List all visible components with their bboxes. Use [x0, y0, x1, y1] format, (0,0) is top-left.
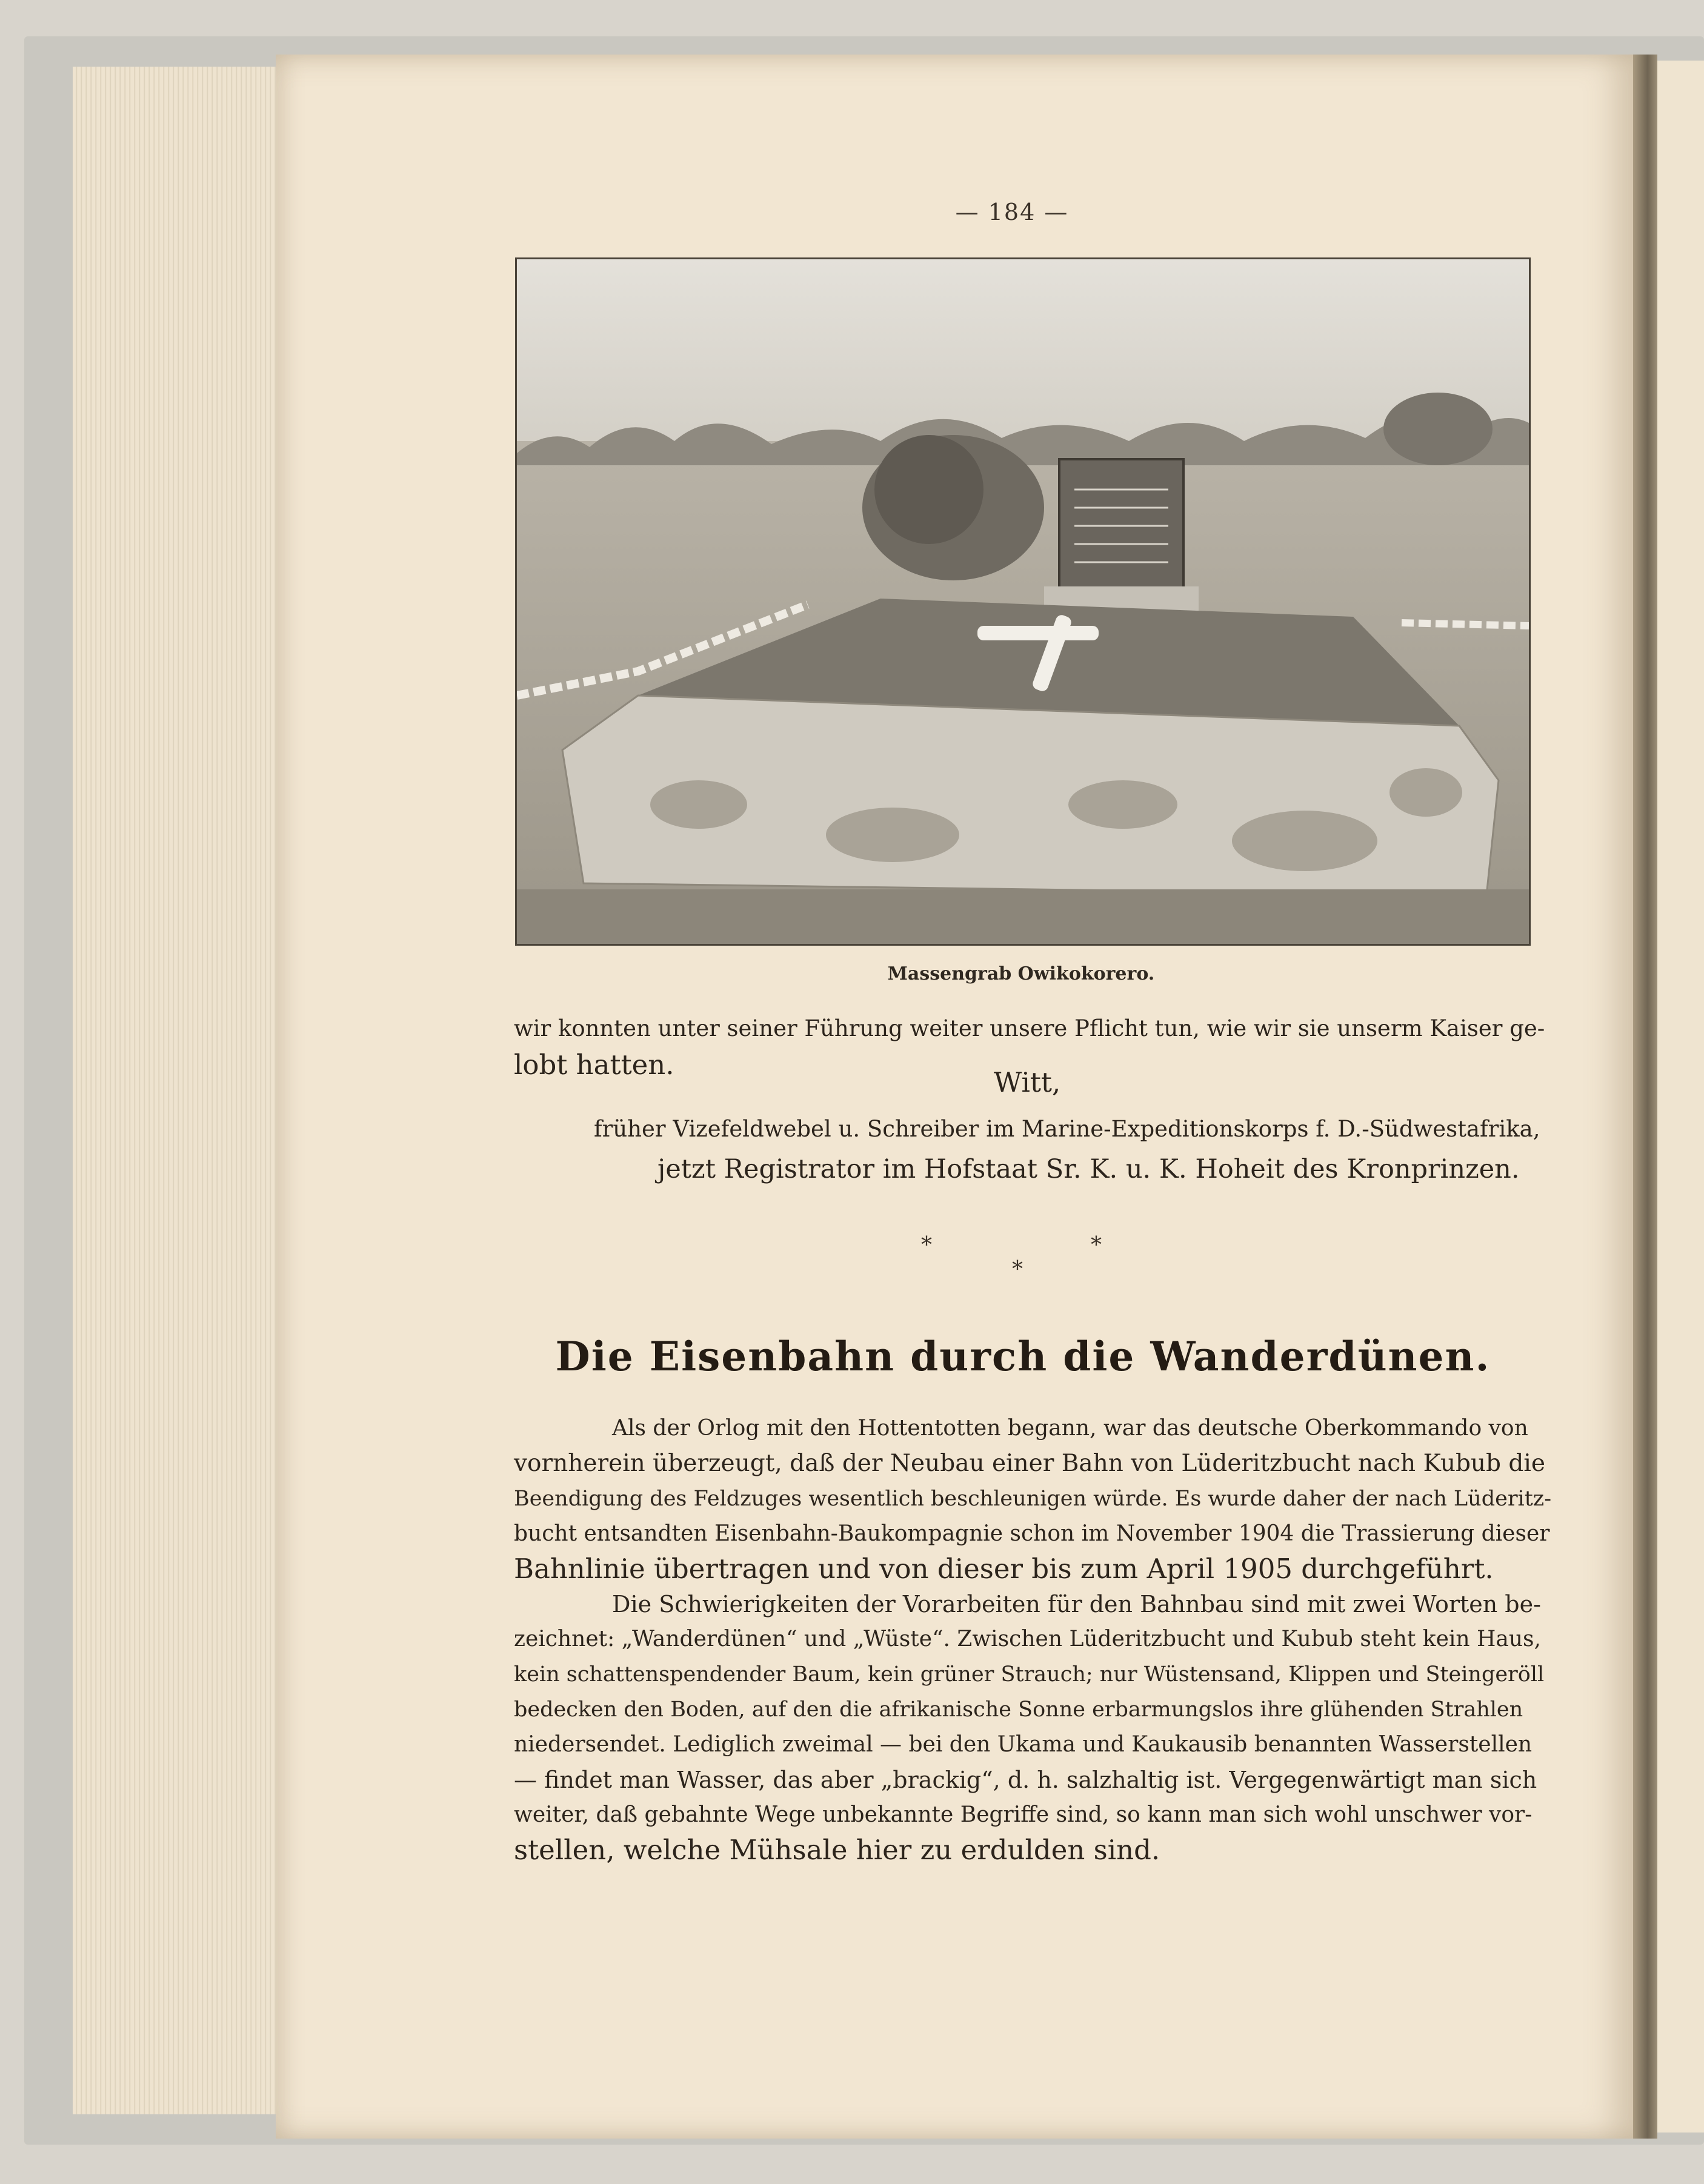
page-number: — 184 —	[955, 199, 1069, 225]
paragraph-line: kein schattenspendender Baum, kein grüner Strauch; nur Wüstensand, Klippen und Steingeröll	[514, 1662, 1545, 1687]
section-separator	[921, 1233, 1127, 1293]
signature-title-line: früher Vizefeldwebel u. Schreiber im Marine-Expeditionskorps f. D.-Südwestafrika,	[594, 1116, 1540, 1142]
paragraph-line: weiter, daß gebahnte Wege unbekannte Begriffe sind, so kann man sich wohl unschwer vor-	[514, 1802, 1533, 1827]
paragraph-line: Beendigung des Feldzuges wesentlich beschleunigen würde. Es wurde daher der nach Lüderitz-	[514, 1487, 1552, 1511]
page-edges	[73, 67, 280, 2114]
paragraph-line: stellen, welche Mühsale hier zu erdulden sind.	[514, 1834, 1160, 1866]
figure-caption: Massengrab Owikokorero.	[887, 963, 1155, 984]
paragraph-line: bucht entsandten Eisenbahn-Baukompagnie schon im November 1904 die Trassierung dieser	[514, 1521, 1550, 1546]
paragraph-line: bedecken den Boden, auf den die afrikanische Sonne erbarmungslos ihre glühenden Strahlen	[514, 1698, 1523, 1722]
paragraph-line: — findet man Wasser, das aber „brackig“, d. h. salzhaltig ist. Vergegenwärtigt man sich	[514, 1767, 1537, 1793]
signature-name: Witt,	[994, 1066, 1061, 1098]
asterisk: *	[1091, 1233, 1102, 1258]
signature-title-line: jetzt Registrator im Hofstaat Sr. K. u. K. Hoheit des Kronprinzen.	[657, 1154, 1520, 1184]
paragraph-line: Bahnlinie übertragen und von dieser bis zum April 1905 durchgeführt.	[514, 1553, 1494, 1585]
paragraph-line: Die Schwierigkeiten der Vorarbeiten für den Bahnbau sind mit zwei Worten be-	[612, 1591, 1541, 1618]
paragraph-line: zeichnet: „Wanderdünen“ und „Wüste“. Zwischen Lüderitzbucht und Kubub steht kein Haus,	[514, 1627, 1541, 1651]
asterisk: *	[921, 1233, 932, 1258]
paragraph-line: Als der Orlog mit den Hottentotten begann, war das deutsche Oberkommando von	[612, 1416, 1528, 1441]
facing-page-edge	[1657, 61, 1704, 2133]
photo-illustration	[517, 259, 1529, 944]
paragraph-line: vornherein überzeugt, daß der Neubau einer Bahn von Lüderitzbucht nach Kubub die	[514, 1450, 1545, 1477]
asterisk: *	[1012, 1257, 1023, 1282]
letter-text-line: wir konnten unter seiner Führung weiter unsere Pflicht tun, wie wir sie unserm Kaiser ge-	[514, 1015, 1545, 1041]
section-heading: Die Eisenbahn durch die Wanderdünen.	[555, 1333, 1491, 1380]
book-gutter	[1633, 55, 1657, 2139]
letter-text-line: lobt hatten.	[514, 1049, 674, 1081]
paragraph-line: niedersendet. Lediglich zweimal — bei den Ukama und Kaukausib benannten Wasserstellen	[514, 1732, 1533, 1757]
photograph-mass-grave	[515, 257, 1531, 946]
